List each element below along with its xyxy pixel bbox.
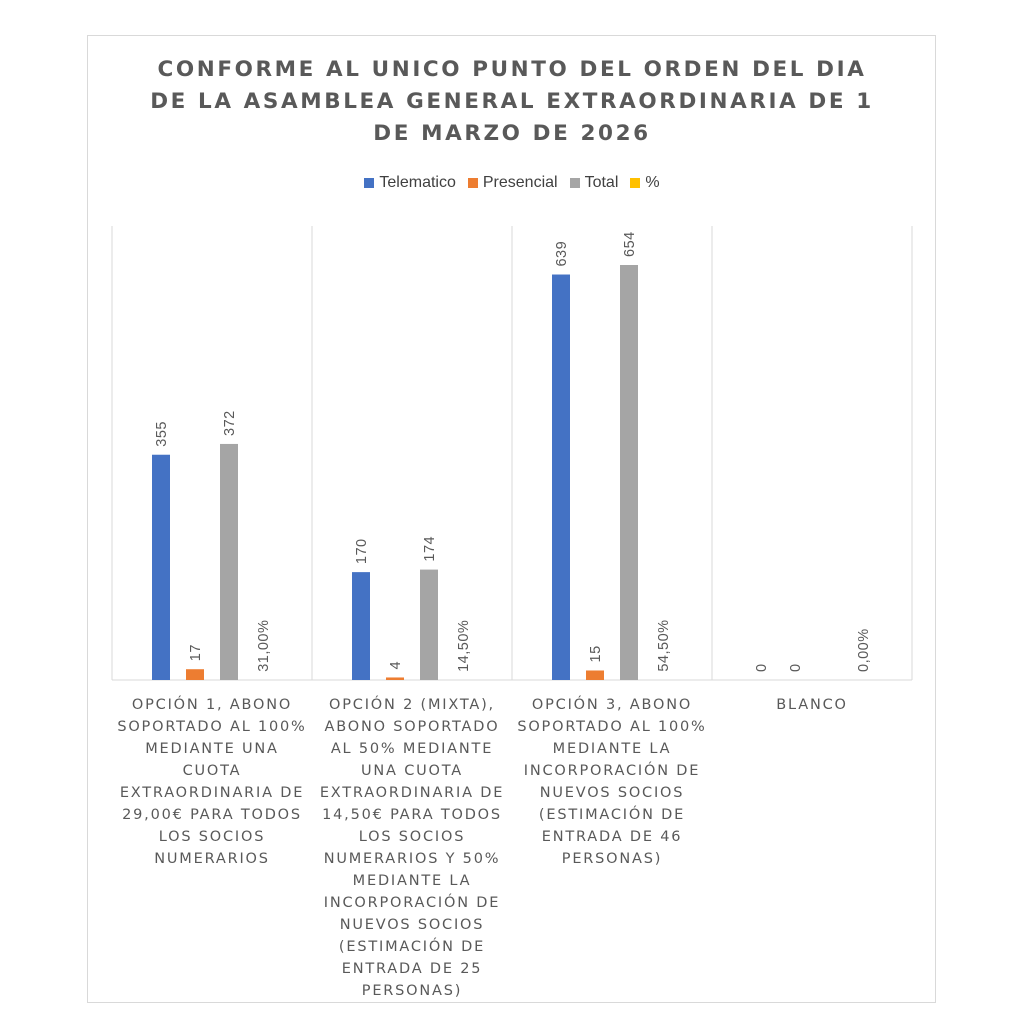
category-label-line: 14,50€ PARA TODOS bbox=[322, 807, 502, 823]
category-label-line: OPCIÓN 2 (MIXTA), bbox=[329, 697, 495, 713]
chart-title-line: CONFORME AL UNICO PUNTO DEL ORDEN DEL DIA bbox=[157, 57, 867, 82]
bar-presencial-1 bbox=[186, 669, 204, 680]
category-label-line: SOPORTADO AL 100% bbox=[517, 719, 707, 735]
category-label-line: (ESTIMACIÓN DE bbox=[338, 939, 486, 955]
data-label: 4 bbox=[388, 660, 404, 670]
category-label-line: CUOTA bbox=[182, 763, 242, 779]
category-label-line: OPCIÓN 1, ABONO bbox=[131, 697, 293, 713]
data-label: 174 bbox=[422, 535, 438, 562]
category-label-line: UNA CUOTA bbox=[361, 763, 463, 779]
data-label: 0 bbox=[754, 663, 770, 672]
category-label-line: PERSONAS) bbox=[561, 851, 663, 867]
data-label: 14,50% bbox=[456, 619, 472, 672]
data-label: 15 bbox=[588, 645, 604, 663]
data-label: 0 bbox=[788, 663, 804, 672]
bar-total-3 bbox=[620, 265, 638, 680]
data-label: 372 bbox=[222, 410, 238, 436]
category-label-line: EXTRAORDINARIA DE bbox=[319, 785, 505, 801]
bar-telematico-1 bbox=[152, 455, 170, 680]
category-label-line: ENTRADA DE 25 bbox=[341, 961, 483, 977]
category-label-line: MEDIANTE LA bbox=[552, 741, 672, 757]
category-label bbox=[512, 694, 712, 870]
bar-telematico-2 bbox=[352, 572, 370, 680]
category-label-line: BLANCO bbox=[776, 697, 848, 713]
chart-title-line: DE LA ASAMBLEA GENERAL EXTRAORDINARIA DE 1 bbox=[150, 89, 874, 114]
category-label-line: INCORPORACIÓN DE bbox=[323, 895, 501, 911]
category-label-line: SOPORTADO AL 100% bbox=[117, 719, 307, 735]
data-label: 17 bbox=[188, 644, 204, 662]
bar-presencial-2 bbox=[386, 677, 404, 680]
data-label: 0,00% bbox=[856, 628, 872, 672]
category-label-line: NUMERARIOS Y 50% bbox=[323, 851, 501, 867]
data-label: 639 bbox=[554, 240, 570, 267]
category-label-line: (ESTIMACIÓN DE bbox=[538, 807, 686, 823]
category-label bbox=[112, 694, 312, 870]
category-label-line: EXTRAORDINARIA DE bbox=[119, 785, 305, 801]
category-label-line: LOS SOCIOS bbox=[358, 829, 466, 845]
data-label: 355 bbox=[154, 421, 170, 447]
category-label bbox=[312, 694, 512, 1002]
category-label-line: AL 50% MEDIANTE bbox=[330, 741, 494, 757]
category-label-line: 29,00€ PARA TODOS bbox=[122, 807, 302, 823]
category-label-line: MEDIANTE LA bbox=[352, 873, 472, 889]
category-label-line: LOS SOCIOS bbox=[158, 829, 266, 845]
category-label-line: MEDIANTE UNA bbox=[145, 741, 279, 757]
legend-label: Telematico bbox=[379, 174, 456, 191]
data-label: 654 bbox=[622, 231, 638, 257]
bar-total-1 bbox=[220, 444, 238, 680]
legend-label: Total bbox=[584, 174, 619, 191]
category-label-line: OPCIÓN 3, ABONO bbox=[531, 697, 693, 713]
category-label-line: NUEVOS SOCIOS bbox=[339, 917, 485, 933]
legend-label: % bbox=[645, 174, 660, 191]
data-label: 170 bbox=[354, 538, 370, 565]
category-label-line: NUMERARIOS bbox=[154, 851, 270, 867]
category-label bbox=[712, 694, 912, 716]
category-label-line: INCORPORACIÓN DE bbox=[523, 763, 701, 779]
chart-title-line: DE MARZO DE 2026 bbox=[373, 121, 651, 146]
bar-total-2 bbox=[420, 570, 438, 680]
bar-presencial-3 bbox=[586, 670, 604, 680]
legend-label: Presencial bbox=[482, 174, 558, 191]
category-label-line: ENTRADA DE 46 bbox=[541, 829, 683, 845]
data-label: 54,50% bbox=[656, 619, 672, 672]
bar-telematico-3 bbox=[552, 275, 570, 680]
category-label-line: ABONO SOPORTADO bbox=[324, 719, 500, 735]
category-label-line: NUEVOS SOCIOS bbox=[539, 785, 685, 801]
category-label-line: PERSONAS) bbox=[361, 983, 463, 999]
data-label: 31,00% bbox=[256, 619, 272, 672]
